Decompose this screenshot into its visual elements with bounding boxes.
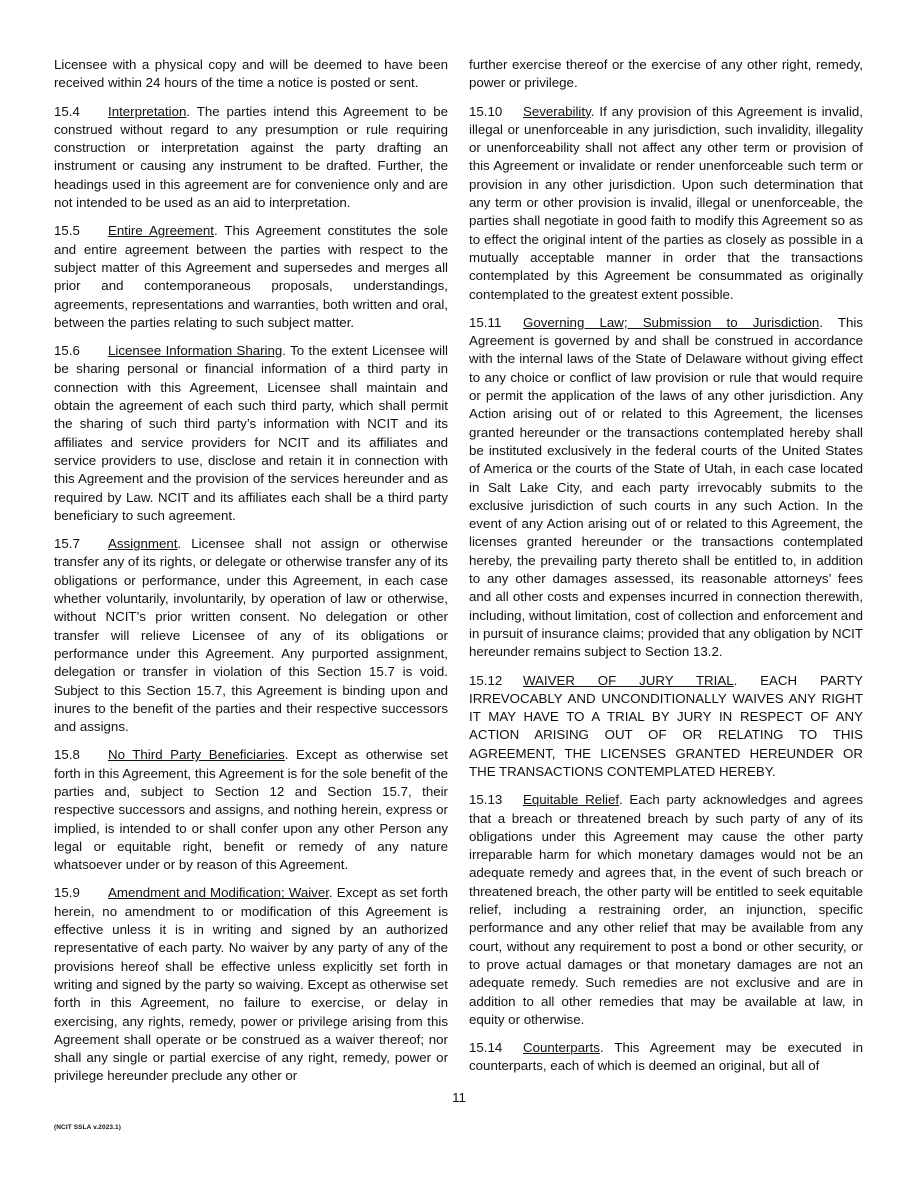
continued-paragraph (54, 56, 448, 93)
section-15-14 (469, 1039, 863, 1076)
section-heading: Severability (523, 103, 591, 119)
section-number: 15.9 (54, 885, 80, 901)
section-body: . This Agreement may be executed in counterparts, each of which is deemed an original, but all of (469, 1040, 863, 1074)
section-heading: Counterparts (523, 1040, 600, 1056)
section-heading: Interpretation (108, 103, 187, 119)
section-15-6 (54, 342, 448, 525)
section-number: 15.8 (54, 747, 80, 763)
section-number: 15.14 (469, 1040, 503, 1056)
section-number: 15.11 (469, 314, 502, 330)
section-15-11 (469, 314, 863, 662)
section-body: . This Agreement constitutes the sole and entire agreement between the parties with respect to the subject matter of this Agreement and supersedes and merges all prior and contemporaneous proposals, understandings, agreements, representations and warranties, both written and oral, between the parties relating to such subject matter. (54, 223, 448, 330)
section-15-4 (54, 103, 448, 213)
section-heading: Licensee Information Sharing (108, 343, 283, 359)
section-number: 15.13 (469, 792, 503, 808)
section-heading: Assignment (108, 536, 178, 552)
section-heading: Amendment and Modification; Waiver (108, 885, 329, 901)
section-15-5 (54, 222, 448, 332)
paragraph-text: Licensee with a physical copy and will be deemed to have been received within 24 hours of the time a notice is posted or sent. (54, 57, 448, 91)
section-body: . If any provision of this Agreement is invalid, illegal or unenforceable in any jurisdiction, such invalidity, illegality or unenforceability shall not affect any other term or provision of this Agreement or invalidate or render unenforceable such term or provision in any other jurisdiction. Upon such determination that any term or other provision is invalid, illegal or unenforceable, the parties shall negotiate in good faith to modify this Agreement so as to effect the original intent of the parties as closely as possible in a mutually acceptable manner in order that the transactions contemplated by this Agreement be consummated as originally contemplated to the greatest extent possible. (469, 103, 863, 302)
right-column (469, 56, 863, 1086)
section-heading: No Third Party Beneficiaries (108, 747, 285, 763)
section-number: 15.12 (469, 672, 503, 688)
left-column (54, 56, 448, 1096)
section-15-10 (469, 103, 863, 304)
section-heading: Governing Law; Submission to Jurisdiction (523, 314, 820, 330)
section-15-7 (54, 535, 448, 736)
section-body: . EACH PARTY IRREVOCABLY AND UNCONDITIONALLY WAIVES ANY RIGHT IT MAY HAVE TO A TRIAL BY JURY IN RESPECT OF ANY ACTION ARISING OUT OF OR RELATING TO THIS AGREEMENT, THE LICENSES GRANTED HEREUNDER OR THE TRANSACTIONS CONTEMPLATED HEREBY. (469, 672, 863, 779)
document-version-code: (NCIT SSLA v.2023.1) (54, 1124, 122, 1131)
section-number: 15.6 (54, 343, 80, 359)
section-heading: Equitable Relief (523, 792, 620, 808)
section-number: 15.4 (54, 103, 80, 119)
section-heading: Entire Agreement (108, 223, 214, 239)
section-number: 15.10 (469, 103, 503, 119)
section-15-9 (54, 884, 448, 1085)
continued-paragraph (469, 56, 863, 93)
section-number: 15.7 (54, 536, 80, 552)
section-15-8 (54, 746, 448, 874)
section-body: . Except as set forth herein, no amendment to or modification of this Agreement is effective unless it is in writing and signed by an authorized representative of each party. No waiver by any party of any of the provisions hereof shall be effective unless explicitly set forth in writing and signed by the party so waiving. Except as otherwise set forth in this Agreement, no failure to exercise, or delay in exercising, any rights, remedy, power or privilege arising from this Agreement shall operate or be construed as a waiver thereof; nor shall any single or partial exercise of any right, remedy, power or privilege hereunder preclude any other or (54, 885, 448, 1084)
section-body: . Each party acknowledges and agrees that a breach or threatened breach by such party of any of its obligations under this Agreement may cause the other party irreparable harm for which monetary damages would not be an adequate remedy and agrees that, in the event of such breach or threatened breach, the other party will be entitled to seek equitable relief, including a restraining order, an injunction, specific performance and any other relief that may be available from any court, without any requirement to post a bond or other security, or to prove actual damages or that monetary damages are not an adequate remedy. Such remedies are not exclusive and are in addition to all other remedies that may be available at law, in equity or otherwise. (469, 792, 863, 1027)
section-number: 15.5 (54, 223, 80, 239)
page-number: 11 (452, 1090, 466, 1105)
section-15-12 (469, 672, 863, 782)
section-body: . Except as otherwise set forth in this Agreement, this Agreement is for the sole benefit of the parties and, subject to Section 12 and Section 15.7, their respective successors and assigns, and nothing herein, express or implied, is intended to or shall confer upon any other Person any legal or equitable right, benefit or remedy of any nature whatsoever under or by reason of this Agreement. (54, 747, 449, 873)
paragraph-text: further exercise thereof or the exercise of any other right, remedy, power or privilege. (469, 57, 863, 91)
section-body: . To the extent Licensee will be sharing personal or financial information of a third party in connection with this Agreement, Licensee shall maintain and obtain the agreement of each such third party, which shall permit the sharing of such third party’s information with NCIT and its affiliates and service providers for NCIT and its affiliates and service providers to use, disclose and retain it in connection with this Agreement and the provision of the services hereunder and as required by Law. NCIT and its affiliates each shall be a third party beneficiary to such agreement. (54, 343, 448, 523)
section-heading: WAIVER OF JURY TRIAL (523, 672, 734, 688)
section-body: . This Agreement is governed by and shall be construed in accordance with the internal laws of the State of Delaware without giving effect to any choice or conflict of law provision or rule that would require or permit the application of the laws of any other jurisdiction. Any Action arising out of or related to this Agreement, the licenses granted hereunder or the transactions contemplated hereby shall be instituted exclusively in the federal courts of the United States of America or the courts of the State of Utah, in each case located in Salt Lake City, and each party irrevocably submits to the exclusive jurisdiction of such courts in any such Action. In the event of any Action arising out of or related to this Agreement, the licenses granted hereunder or the transactions contemplated hereby, the prevailing party thereto shall be entitled to, in addition to any other damages assessed, its reasonable attorneys’ fees and all other costs and expenses incurred in connection therewith, including, without limitation, cost of collection and enforcement and in pursuit of insurance claims; provided that any obligation by NCIT hereunder remains subject to Section 13.2. (469, 314, 863, 660)
section-15-13 (469, 791, 863, 1029)
section-body: . The parties intend this Agreement to be construed without regard to any presumption or rule requiring construction or interpretation against the party drafting an instrument or causing any instrument to be drafted. Further, the headings used in this agreement are for convenience only and are not intended to be used as an aid to interpretation. (54, 103, 448, 211)
section-body: . Licensee shall not assign or otherwise transfer any of its rights, or delegate or otherwise transfer any of its obligations or performance, under this Agreement, in each case whether voluntarily, involuntarily, by operation of law or otherwise, without NCIT’s prior written consent. No delegation or other transfer will relieve Licensee of any of its obligations or performance under this Agreement. Any purported assignment, delegation or transfer in violation of this Section 15.7 is void. Subject to this Section 15.7, this Agreement is binding upon and inures to the benefit of the parties and their respective successors and assigns. (54, 536, 448, 735)
